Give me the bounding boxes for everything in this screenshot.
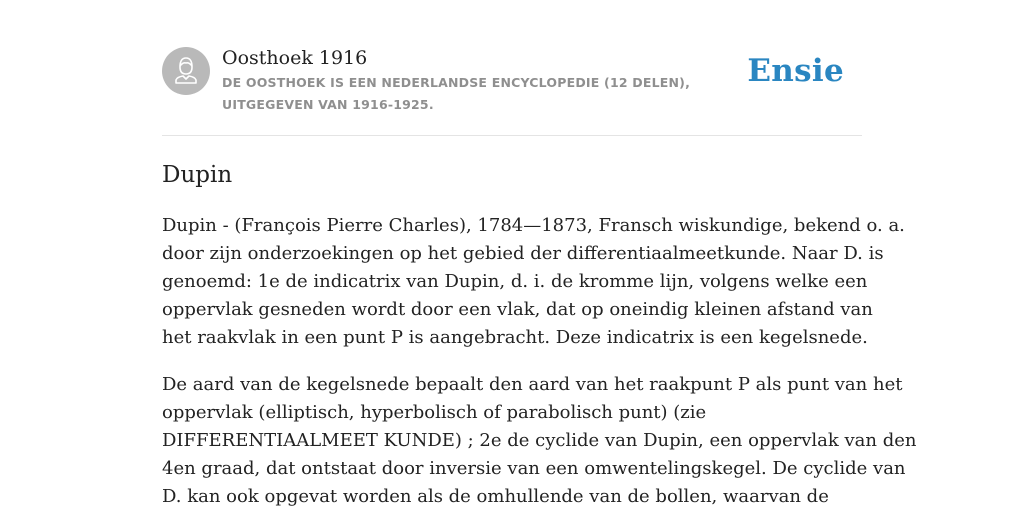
paragraph-1 — [162, 212, 905, 352]
source-title[interactable]: Oosthoek 1916 — [222, 47, 368, 69]
entry-title: Dupin — [162, 162, 233, 188]
text-line: genoemd: 1e de indicatrix van Dupin, d. i. de kromme lijn, volgens welke een — [162, 271, 868, 292]
header-divider — [162, 135, 862, 136]
user-silhouette-icon — [162, 47, 210, 95]
paragraph-spacer — [162, 352, 882, 371]
text-line: het raakvlak in een punt P is aangebracht. Deze indicatrix is een kegelsnede. — [162, 327, 868, 348]
source-header — [162, 46, 862, 136]
text-line: oppervlak gesneden wordt door een vlak, dat op oneindig kleinen afstand van — [162, 299, 873, 320]
text-line: door zijn onderzoekingen op het gebied der differentiaalmeetkunde. Naar D. is — [162, 243, 884, 264]
source-avatar[interactable] — [162, 47, 210, 95]
text-line: oppervlak (elliptisch, hyperbolisch of parabolisch punt) (zie — [162, 402, 707, 423]
paragraph-2 — [162, 371, 917, 511]
source-description: DE OOSTHOEK IS EEN NEDERLANDSE ENCYCLOPEDIE (12 DELEN), UITGEGEVEN VAN 1916-1925. — [222, 75, 691, 112]
entry-body — [162, 212, 917, 511]
text-line: DIFFERENTIAALMEET KUNDE) ; 2e de cyclide van Dupin, een oppervlak van den — [162, 430, 917, 451]
text-line: Dupin - (François Pierre Charles), 1784—1873, Fransch wiskundige, bekend o. a. — [162, 215, 905, 236]
text-line: De aard van de kegelsnede bepaalt den aard van het raakpunt P als punt van het — [162, 374, 903, 395]
text-line: 4en graad, dat ontstaat door inversie van een omwentelingskegel. De cyclide van — [162, 458, 906, 479]
ensie-logo[interactable]: Ensie — [747, 53, 844, 89]
text-line: D. kan ook opgevat worden als de omhullende van de bollen, waarvan de — [162, 486, 829, 507]
